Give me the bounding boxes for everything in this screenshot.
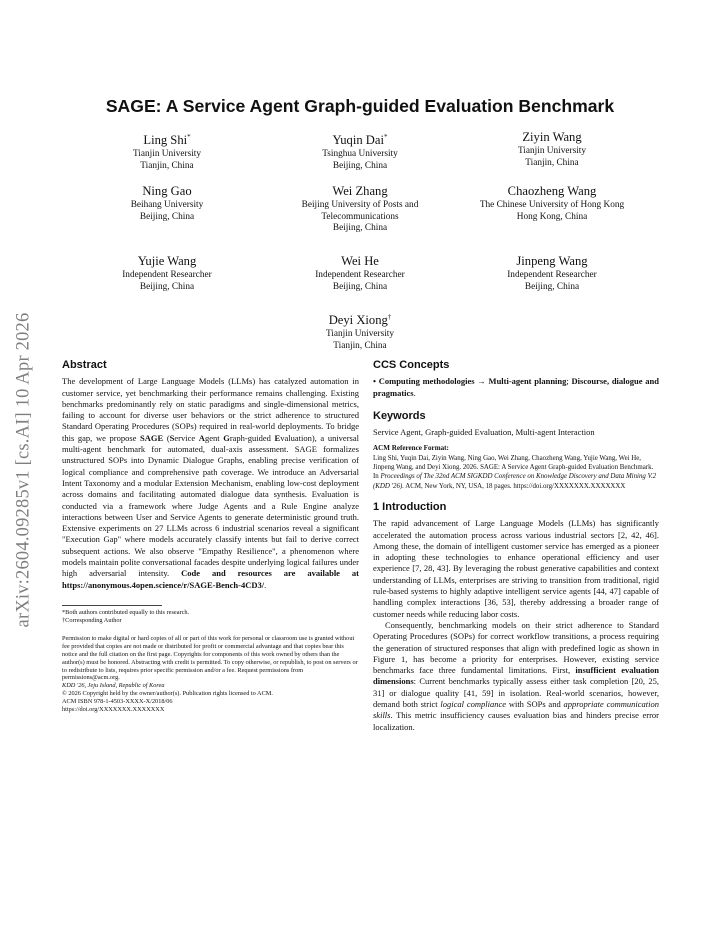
footnote-divider: [62, 605, 162, 606]
author-mark: *: [187, 133, 191, 141]
author-name: Wei Zhang: [332, 184, 388, 198]
abstract-heading: Abstract: [62, 359, 107, 371]
author-2: [250, 130, 470, 172]
author-affiliation: Tianjin, China: [333, 340, 387, 351]
author-name: Yujie Wang: [137, 254, 197, 268]
author-affiliation: Tsinghua University: [322, 149, 398, 160]
author-name: Ling Shi*: [143, 133, 191, 148]
author-affiliation: Telecommunications: [321, 211, 399, 222]
author-affiliation: Beihang University: [130, 200, 204, 210]
author-affiliation: Independent Researcher: [507, 270, 597, 280]
keywords-text: Service Agent, Graph-guided Evaluation, Multi-agent Interaction: [373, 427, 595, 438]
author-mark: *: [383, 133, 388, 141]
author-name: Deyi Xiong†: [328, 313, 392, 328]
author-affiliation: Tianjin University: [517, 146, 587, 156]
author-name: Yuqin Dai*: [332, 133, 388, 148]
author-7: [57, 254, 277, 293]
acm-reference: ACM Reference Format: Ling Shi, Yuqin Dai, Ziyin Wang, Ning Gao, Wei Zhang, Chaozheng Wang, Yujie Wang, Wei He, Jinpeng Wang, and Deyi Xiong. 2026. SAGE: A Service Agent Graph-guided Evaluation Benchmark. In Proceedings of The 32nd ACM SIGKDD Conference on Knowledge Discovery and Data Mining V.2 (KDD '26). ACM, New York, NY, USA, 18 pages. https://doi.org/XXXXXXX.XXXXXXX: [373, 444, 657, 490]
author-name: Jinpeng Wang: [516, 254, 588, 268]
author-affiliation: Independent Researcher: [122, 270, 212, 280]
author-affiliation: Beijing, China: [524, 281, 580, 292]
keywords-heading: Keywords: [373, 409, 426, 422]
footnote-equal: *Both authors contributed equally to this research.: [62, 608, 190, 616]
author-affiliation: Beijing, China: [332, 281, 388, 292]
arxiv-watermark: [2, 260, 46, 680]
intro-heading: 1 Introduction: [373, 500, 447, 513]
arxiv-id: arXiv:2604.09285v1 [cs.AI] 10 Apr 2026: [13, 312, 34, 628]
author-affiliation: Beijing, China: [332, 223, 388, 234]
isbn: ACM ISBN 978-1-4503-XXXX-X/2018/06: [62, 698, 173, 706]
code-link[interactable]: Code and resources are available at https://anonymous.4open.science/r/SAGE-Bench-4CD3/: [62, 568, 359, 590]
author-affiliation: Beijing, China: [332, 160, 388, 171]
left-column: [62, 360, 359, 714]
author-6: [442, 184, 662, 223]
author-affiliation: Tianjin University: [325, 329, 395, 340]
author-name: Chaozheng Wang: [507, 184, 597, 198]
venue: KDD '26, Jeju Island, Republic of Korea: [62, 682, 165, 690]
author-10: [250, 310, 470, 352]
author-4: [57, 184, 277, 223]
author-affiliation: Beijing, China: [139, 211, 195, 222]
abstract-text: The development of Large Language Models (LLMs) has catalyzed automation in customer service, yet benchmarking their performance remains challenging. Existing benchmarks predominantly rely on static paradigms and single-dimensional metrics, failing to account for diverse user behaviors or the strict adherence to structured Standard Operating Procedures (SOPs) required in real-world deployments. To bridge this gap, we propose SAGE (Service Agent Graph-guided Evaluation), a universal multi-agent benchmark for automated, dual-axis assessment. SAGE formalizes unstructured SOPs into Dynamic Dialogue Graphs, enabling precise verification of logical compliance and comprehensive path coverage. We introduce an Adversarial Intent Taxonomy and a modular Extension Mechanism, enabling low-cost deployment across domains and facilitating automated dialogue data synthesis. Evaluation is conducted via a framework where Judge Agents and a Rule Engine analyze interactions between User and Service Agents to generate deterministic ground truth. Extensive experiments on 27 LLMs across 6 industrial scenarios reveal a significant "Execution Gap" where models accurately classify intents but fail to derive correct subsequent actions. We also observe "Empathy Resilience", a phenomenon where models maintain polite conversational facades despite underlying logical failures under high adversarial intensity. Code and resources are available at https://anonymous.4open.science/r/SAGE-Bench-4CD3/.: [62, 376, 359, 590]
author-affiliation: Tianjin, China: [140, 160, 194, 171]
ccs-heading: CCS Concepts: [373, 359, 450, 371]
intro-paragraph-1: The rapid advancement of Large Language Models (LLMs) has significantly accelerated the automation process across various industrial sectors [2, 42, 46]. Among these, the domain of intelligent customer service has emerged as a pioneer in adopting these technologies to enhance operational efficiency and user experience [7, 28, 43]. By leveraging the robust generative capabilities and context understanding of LLMs, enterprises are striving to transition from traditional, rigid rule-based systems to highly adaptive intelligent service agents [44, 47] capable of handling complex interactions [36, 53], thereby addressing a broader range of customer needs while reducing labor costs.: [373, 518, 659, 619]
author-affiliation: Independent Researcher: [315, 270, 405, 280]
author-affiliation: Beijing, China: [139, 281, 195, 292]
author-affiliation: Tianjin, China: [525, 157, 579, 168]
author-3: [442, 130, 662, 169]
author-affiliation: The Chinese University of Hong Kong: [479, 200, 625, 210]
copyright: © 2026 Copyright held by the owner/author(s). Publication rights licensed to ACM.: [62, 690, 273, 698]
author-name: Ning Gao: [142, 184, 192, 198]
author-name: Ziyin Wang: [522, 130, 582, 144]
footnote-corresponding: †Corresponding Author: [62, 617, 122, 625]
author-affiliation: Hong Kong, China: [516, 211, 588, 222]
author-name: Wei He: [341, 254, 379, 268]
intro-paragraph-2: Consequently, benchmarking models on their strict adherence to Standard Operating Procedures (SOPs) for correct workflow transitions, a process requiring the generation of structured responses that align with predefined logic as shown in Figure 1, has become a priority for enterprises. However, existing service benchmarks face three fundamental limitations. First, insufficient evaluation dimensions: Current benchmarks typically assess either task completion [20, 25, 31] or dialogue quality [41, 59] in isolation. Real-world scenarios, however, demand both strict logical compliance with SOPs and appropriate communication skills. This metric insufficiency causes evaluation bias and hinders precise error localization.: [373, 619, 660, 732]
author-8: [250, 254, 470, 293]
right-column: [373, 360, 659, 733]
author-1: [57, 130, 277, 172]
permission-notice: Permission to make digital or hard copies of all or part of this work for personal or classroom use is granted without fee provided that copies are not made or distributed for profit or commercial advantage and that copies bear this notice and the full citation on the first page. Copyrights for components of this work owned by others than the author(s) must be honored. Abstracting with credit is permitted. To copy otherwise, or republish, to post on servers or to redistribute to lists, requires prior specific permission and/or a fee. Request permissions from permissions@acm.org. KDD '26, Jeju Island, Republic of Korea © 2026 Copyright held by the owner/author(s). Publication rights licensed to ACM. ACM ISBN 978-1-4503-XXXX-X/2018/06 https://doi.org/XXXXXXX.XXXXXXX: [62, 634, 358, 714]
ccs-text: • Computing methodologies → Multi-agent planning; Discourse, dialogue and pragmatics.: [373, 376, 659, 398]
author-5: [250, 184, 470, 235]
paper-title: SAGE: A Service Agent Graph-guided Evaluation Benchmark: [105, 96, 615, 116]
doi-link[interactable]: https://doi.org/XXXXXXX.XXXXXXX: [62, 706, 165, 714]
author-affiliation: Beijing University of Posts and: [301, 200, 419, 210]
author-mark: †: [387, 313, 392, 321]
author-9: [442, 254, 662, 293]
author-affiliation: Tianjin University: [132, 149, 202, 160]
